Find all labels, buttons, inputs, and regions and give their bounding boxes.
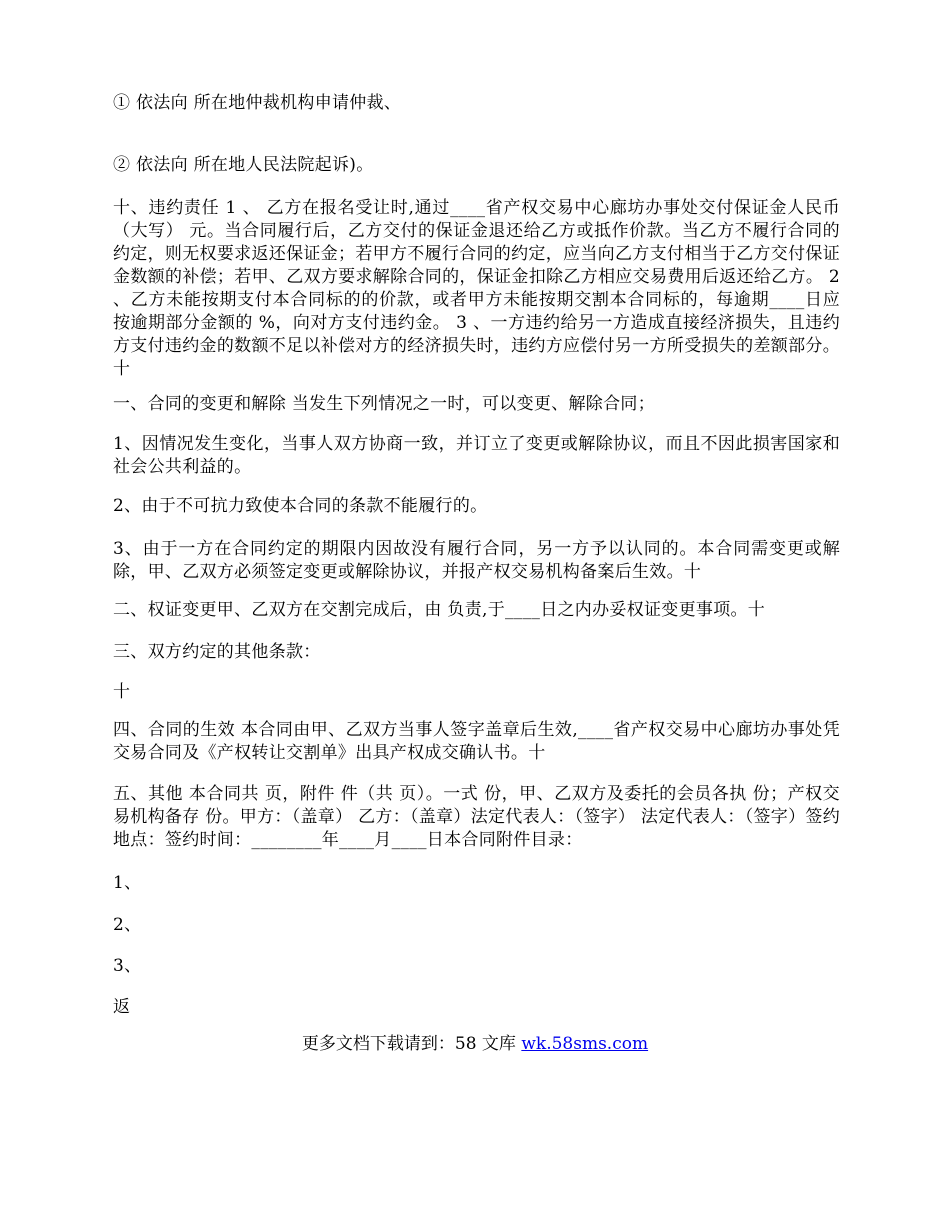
- footer-text: 更多文档下载请到：58 文库: [301, 1034, 522, 1054]
- paragraph-arbitration: ① 依法向 所在地仲裁机构申请仲裁、: [113, 93, 402, 113]
- paragraph-attachment-1: 1、: [113, 873, 142, 893]
- paragraph-lawsuit: ② 依法向 所在地人民法院起诉)。: [113, 155, 374, 175]
- paragraph-separator: 十: [113, 682, 131, 702]
- paragraph-breach-liability: 十、违约责任 1 、 乙方在报名受让时,通过____省产权交易中心廊坊办事处交付保证金人民币（大写） 元。当合同履行后，乙方交付的保证金退还给乙方或抵作价款。当乙方不履行合同的约定，则无权要求返还保证金；若甲方不履行合同的约定，应当向乙方支付相当于乙方交付保证金数额的补偿；若甲、乙双方要求解除合同的，保证金扣除乙方相应交易费用后返还给乙方。 2 、乙方未能按期支付本合同标的的价款，或者甲方未能按期交割本合同标的，每逾期____日应按逾期部分金额的 %，向对方支付违约金。 3 、一方违约给另一方造成直接经济损失，且违约方支付违约金的数额不足以补偿对方的经济损失时，违约方应偿付另一方所受损失的差额部分。十: [113, 198, 840, 379]
- paragraph-other-terms: 三、双方约定的其他条款：: [113, 642, 321, 662]
- paragraph-change-item-1: 1、因情况发生变化，当事人双方协商一致，并订立了变更或解除协议，而且不因此损害国家和社会公共利益的。: [113, 434, 840, 477]
- paragraph-effectiveness: 四、合同的生效 本合同由甲、乙双方当事人签字盖章后生效,____省产权交易中心廊坊办事处凭交易合同及《产权转让交割单》出具产权成交确认书。十: [113, 720, 840, 763]
- paragraph-title-change: 二、权证变更甲、乙双方在交割完成后，由 负责,于____日之内办妥权证变更事项。十: [113, 600, 766, 620]
- footer: [0, 1033, 950, 1056]
- paragraph-attachment-2: 2、: [113, 915, 142, 935]
- paragraph-contract-change-heading: 一、合同的变更和解除 当发生下列情况之一时，可以变更、解除合同；: [113, 394, 656, 414]
- paragraph-miscellaneous: 五、其他 本合同共 页，附件 件（共 页）。一式 份，甲、乙双方及委托的会员各执 份；产权交易机构备存 份。甲方：（盖章） 乙方：（盖章）法定代表人：（签字） 法定代表人：（签字）签约地点：签约时间：________年____月____日本合同附件目录：: [113, 784, 841, 850]
- paragraph-attachment-3: 3、: [113, 956, 142, 976]
- footer-link[interactable]: wk.58sms.com: [521, 1034, 649, 1054]
- paragraph-return: 返: [113, 997, 131, 1017]
- paragraph-change-item-3: 3、由于一方在合同约定的期限内因故没有履行合同，另一方予以认同的。本合同需变更或解除，甲、乙双方必须签定变更或解除协议，并报产权交易机构备案后生效。十: [113, 539, 840, 582]
- paragraph-change-item-2: 2、由于不可抗力致使本合同的条款不能履行的。: [113, 496, 488, 516]
